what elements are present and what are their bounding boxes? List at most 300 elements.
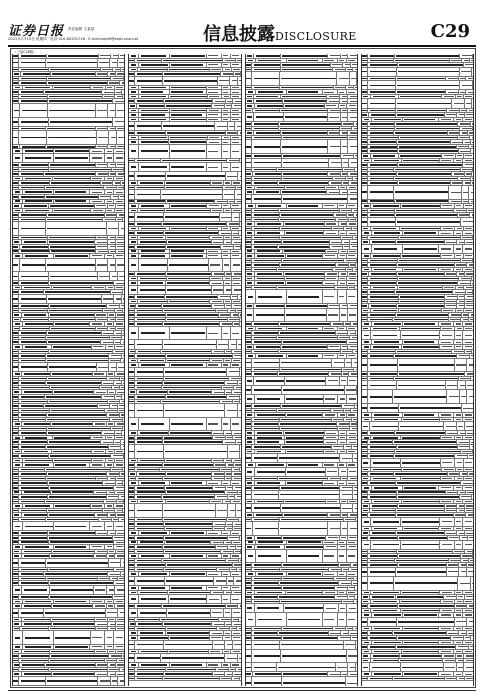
table-cell bbox=[362, 531, 370, 535]
table-cell bbox=[371, 204, 400, 208]
table-cell bbox=[473, 450, 474, 454]
table-cell bbox=[443, 659, 456, 663]
table-cell bbox=[49, 541, 114, 545]
table-cell bbox=[226, 559, 239, 563]
table-cell bbox=[351, 322, 357, 326]
table-cell bbox=[440, 159, 455, 163]
table-cell bbox=[368, 618, 397, 626]
table-cell bbox=[129, 350, 136, 354]
table-cell bbox=[342, 600, 355, 604]
table-cell bbox=[139, 363, 170, 367]
table-cell bbox=[252, 404, 281, 408]
table-cell bbox=[458, 122, 471, 126]
table-cell bbox=[255, 413, 286, 417]
table-cell bbox=[472, 99, 474, 107]
table-row bbox=[13, 259, 124, 273]
table-cell bbox=[94, 390, 107, 394]
table-cell bbox=[471, 377, 474, 381]
table-cell bbox=[221, 550, 234, 554]
table-cell bbox=[347, 354, 357, 358]
table-cell bbox=[163, 72, 221, 76]
table-cell bbox=[246, 95, 255, 99]
table-cell bbox=[278, 595, 335, 599]
table-cell bbox=[340, 377, 348, 385]
table-cell bbox=[23, 200, 54, 204]
table-cell bbox=[338, 327, 347, 331]
table-cell bbox=[252, 627, 282, 631]
table-cell bbox=[338, 613, 347, 626]
table-cell bbox=[256, 204, 287, 208]
table-cell bbox=[51, 618, 95, 622]
table-cell bbox=[129, 54, 139, 58]
table-cell bbox=[129, 390, 137, 394]
table-cell bbox=[394, 454, 455, 458]
table-cell bbox=[471, 177, 474, 181]
table-cell bbox=[22, 491, 51, 495]
table-cell bbox=[135, 131, 166, 135]
table-cell bbox=[323, 59, 338, 63]
table-cell bbox=[467, 390, 474, 403]
table-cell bbox=[231, 54, 241, 58]
table-row bbox=[129, 327, 240, 341]
table-cell bbox=[465, 300, 474, 304]
table-cell bbox=[207, 586, 222, 590]
table-cell bbox=[399, 300, 445, 304]
table-cell bbox=[277, 409, 331, 413]
table-cell bbox=[45, 195, 99, 199]
table-cell bbox=[398, 145, 457, 149]
table-cell bbox=[473, 54, 474, 58]
table-cell bbox=[254, 95, 281, 99]
table-cell bbox=[441, 227, 455, 231]
table-cell bbox=[121, 445, 125, 449]
table-cell bbox=[246, 431, 255, 435]
table-row bbox=[13, 586, 124, 595]
table-cell bbox=[330, 240, 343, 244]
table-cell bbox=[50, 409, 105, 413]
table-cell bbox=[48, 400, 108, 404]
table-cell bbox=[252, 218, 279, 222]
table-cell bbox=[22, 372, 51, 376]
table-cell bbox=[466, 381, 474, 389]
table-cell bbox=[90, 190, 105, 194]
table-cell bbox=[231, 313, 239, 317]
table-cell bbox=[224, 631, 232, 635]
table-cell bbox=[467, 631, 474, 635]
table-cell bbox=[362, 159, 372, 163]
table-cell bbox=[96, 531, 109, 535]
table-cell bbox=[340, 309, 348, 322]
table-cell bbox=[285, 377, 326, 385]
table-cell bbox=[19, 481, 48, 485]
table-cell bbox=[120, 668, 125, 672]
table-cell bbox=[468, 536, 474, 540]
table-cell bbox=[49, 68, 101, 72]
table-row bbox=[362, 618, 473, 627]
table-cell bbox=[19, 272, 49, 280]
table-cell bbox=[226, 99, 234, 103]
table-cell bbox=[347, 395, 357, 403]
table-cell bbox=[166, 272, 212, 276]
table-cell bbox=[464, 477, 473, 481]
table-cell bbox=[116, 313, 125, 317]
table-cell bbox=[129, 591, 138, 595]
table-cell bbox=[19, 99, 48, 103]
table-cell bbox=[108, 572, 121, 576]
table-cell bbox=[49, 318, 96, 322]
table-cell bbox=[341, 172, 349, 176]
table-cell bbox=[461, 218, 474, 226]
table-cell bbox=[19, 59, 46, 67]
table-cell bbox=[341, 109, 349, 113]
table-cell bbox=[442, 95, 456, 99]
table-cell bbox=[90, 522, 105, 530]
table-cell bbox=[163, 77, 217, 85]
table-cell bbox=[459, 90, 467, 94]
table-row bbox=[362, 331, 473, 340]
table-cell bbox=[400, 327, 441, 331]
table-cell bbox=[108, 531, 116, 535]
table-cell bbox=[19, 418, 46, 422]
table-cell bbox=[50, 554, 94, 558]
table-cell bbox=[136, 304, 162, 308]
table-cell bbox=[394, 186, 450, 199]
table-cell bbox=[163, 677, 219, 681]
table-cell bbox=[281, 345, 328, 349]
table-cell bbox=[45, 186, 104, 190]
table-cell bbox=[362, 245, 372, 253]
table-cell bbox=[13, 149, 23, 153]
table-cell bbox=[323, 327, 338, 331]
table-cell bbox=[368, 77, 396, 81]
table-cell bbox=[368, 354, 395, 358]
table-cell bbox=[402, 418, 440, 422]
table-cell bbox=[368, 136, 399, 140]
table-cell bbox=[13, 650, 22, 654]
table-cell bbox=[224, 459, 232, 463]
table-cell bbox=[19, 363, 48, 371]
table-cell bbox=[137, 390, 168, 394]
table-cell bbox=[19, 440, 48, 444]
table-cell bbox=[210, 636, 224, 640]
table-cell bbox=[362, 627, 372, 631]
table-cell bbox=[277, 286, 335, 290]
table-cell bbox=[165, 104, 212, 108]
table-cell bbox=[49, 118, 113, 126]
table-cell bbox=[114, 154, 124, 162]
table-cell bbox=[246, 550, 256, 563]
table-cell bbox=[129, 63, 139, 67]
table-cell bbox=[135, 213, 163, 221]
table-cell bbox=[118, 677, 125, 685]
table-cell bbox=[239, 618, 241, 622]
table-cell bbox=[22, 618, 51, 622]
table-cell bbox=[246, 672, 254, 676]
table-cell bbox=[19, 509, 47, 513]
table-cell bbox=[20, 145, 46, 149]
table-cell bbox=[371, 254, 401, 258]
table-cell bbox=[13, 422, 22, 426]
table-cell bbox=[455, 436, 464, 440]
table-cell bbox=[90, 154, 105, 162]
table-cell bbox=[338, 395, 347, 403]
table-cell bbox=[123, 95, 125, 99]
table-cell bbox=[226, 522, 234, 526]
table-cell bbox=[324, 450, 339, 454]
table-cell bbox=[122, 295, 126, 303]
table-cell bbox=[139, 254, 170, 258]
table-cell bbox=[108, 81, 121, 85]
table-cell bbox=[13, 372, 22, 376]
table-cell bbox=[48, 536, 113, 540]
table-cell bbox=[19, 468, 45, 472]
table-cell bbox=[439, 245, 454, 253]
table-cell bbox=[212, 286, 225, 294]
table-cell bbox=[120, 472, 126, 476]
table-cell bbox=[445, 113, 458, 117]
table-cell bbox=[464, 63, 474, 67]
table-cell bbox=[324, 436, 338, 440]
table-cell bbox=[117, 131, 125, 144]
table-cell bbox=[165, 459, 211, 463]
table-cell bbox=[460, 472, 468, 476]
table-cell bbox=[225, 104, 233, 108]
table-cell bbox=[252, 454, 278, 462]
table-cell bbox=[396, 568, 447, 576]
table-cell bbox=[461, 481, 474, 485]
table-cell bbox=[362, 322, 372, 326]
table-cell bbox=[285, 186, 325, 190]
table-cell bbox=[116, 627, 125, 631]
table-cell bbox=[455, 345, 464, 349]
table-cell bbox=[287, 572, 323, 576]
table-cell bbox=[246, 131, 255, 135]
table-cell bbox=[240, 677, 242, 681]
table-cell bbox=[362, 650, 372, 654]
table-cell bbox=[356, 641, 357, 649]
table-cell bbox=[207, 145, 222, 158]
table-cell bbox=[277, 268, 333, 272]
table-cell bbox=[212, 240, 225, 244]
table-cell bbox=[108, 72, 116, 76]
table-cell bbox=[252, 68, 282, 72]
table-cell bbox=[464, 227, 473, 231]
table-cell bbox=[246, 109, 253, 113]
table-cell bbox=[463, 345, 473, 349]
table-cell bbox=[455, 459, 464, 467]
table-cell bbox=[108, 622, 116, 626]
table-cell bbox=[277, 336, 338, 340]
table-cell bbox=[162, 386, 222, 390]
table-cell bbox=[464, 659, 473, 663]
table-cell bbox=[115, 395, 123, 399]
table-cell bbox=[111, 677, 119, 685]
table-cell bbox=[108, 618, 116, 622]
table-row bbox=[362, 677, 473, 682]
table-cell bbox=[457, 595, 465, 599]
table-cell bbox=[13, 622, 22, 626]
table-cell bbox=[280, 600, 342, 604]
table-cell bbox=[347, 550, 357, 563]
table-cell bbox=[139, 554, 170, 558]
table-cell bbox=[448, 131, 461, 135]
table-cell bbox=[368, 359, 399, 372]
table-cell bbox=[255, 250, 283, 254]
table-cell bbox=[368, 54, 396, 58]
table-cell bbox=[240, 222, 242, 226]
table-cell bbox=[107, 372, 115, 376]
table-cell bbox=[19, 359, 46, 363]
table-cell bbox=[119, 195, 125, 199]
table-cell bbox=[129, 418, 139, 431]
table-cell bbox=[252, 322, 280, 326]
table-cell bbox=[347, 591, 357, 595]
table-cell bbox=[49, 163, 95, 167]
table-cell bbox=[212, 350, 225, 354]
table-cell bbox=[462, 200, 470, 204]
table-cell bbox=[469, 318, 474, 322]
table-cell bbox=[123, 427, 125, 431]
table-cell bbox=[440, 345, 455, 349]
table-cell bbox=[348, 672, 357, 676]
table-row bbox=[246, 395, 357, 404]
table-cell bbox=[170, 572, 206, 576]
table-cell bbox=[102, 431, 115, 435]
table-cell bbox=[222, 136, 231, 140]
table-cell bbox=[161, 159, 228, 163]
table-cell bbox=[439, 650, 454, 654]
table-cell bbox=[461, 559, 469, 563]
table-cell bbox=[19, 213, 47, 217]
table-cell bbox=[328, 131, 341, 135]
table-cell bbox=[246, 613, 256, 626]
table-cell bbox=[448, 536, 461, 540]
table-cell bbox=[368, 109, 397, 113]
table-cell bbox=[396, 595, 444, 599]
table-cell bbox=[98, 59, 111, 67]
table-cell bbox=[96, 327, 109, 331]
table-row bbox=[246, 195, 357, 204]
table-cell bbox=[52, 286, 92, 290]
table-cell bbox=[213, 527, 226, 531]
table-cell bbox=[129, 145, 139, 158]
table-row bbox=[13, 559, 124, 568]
table-cell bbox=[323, 290, 338, 303]
table-cell bbox=[231, 586, 241, 590]
table-cell bbox=[13, 209, 23, 213]
table-cell bbox=[252, 268, 277, 272]
table-cell bbox=[335, 595, 348, 599]
table-cell bbox=[166, 318, 228, 322]
table-cell bbox=[229, 340, 237, 348]
table-cell bbox=[255, 500, 284, 504]
table-cell bbox=[323, 204, 338, 208]
table-cell bbox=[108, 127, 116, 131]
table-cell bbox=[232, 104, 241, 108]
table-cell bbox=[111, 54, 119, 58]
table-cell bbox=[52, 622, 95, 626]
table-cell bbox=[170, 250, 206, 254]
table-cell bbox=[228, 495, 236, 499]
table-cell bbox=[368, 68, 398, 76]
table-cell bbox=[91, 504, 106, 508]
table-cell bbox=[282, 259, 345, 263]
table-row bbox=[13, 631, 124, 645]
table-cell bbox=[371, 654, 400, 658]
table-cell bbox=[118, 404, 125, 408]
table-cell bbox=[463, 163, 474, 167]
table-cell bbox=[368, 209, 395, 213]
table-cell bbox=[231, 113, 241, 117]
table-cell bbox=[222, 386, 235, 390]
table-cell bbox=[368, 481, 396, 485]
table-cell bbox=[224, 609, 232, 617]
table-cell bbox=[281, 54, 328, 58]
table-cell bbox=[454, 641, 463, 645]
table-cell bbox=[115, 286, 124, 290]
table-cell bbox=[54, 190, 90, 194]
table-cell bbox=[465, 677, 474, 681]
table-cell bbox=[109, 172, 117, 176]
table-cell bbox=[439, 268, 454, 272]
table-cell bbox=[170, 90, 206, 94]
table-cell bbox=[348, 595, 356, 599]
table-cell bbox=[280, 86, 334, 90]
table-cell bbox=[368, 568, 396, 576]
table-cell bbox=[341, 504, 354, 512]
table-cell bbox=[227, 159, 240, 163]
table-cell bbox=[161, 400, 220, 404]
table-cell bbox=[114, 541, 125, 545]
table-cell bbox=[467, 568, 474, 576]
table-cell bbox=[226, 131, 239, 135]
table-cell bbox=[135, 159, 160, 163]
table-cell bbox=[372, 268, 403, 272]
table-cell bbox=[207, 113, 222, 117]
table-row bbox=[13, 222, 124, 236]
table-cell bbox=[279, 322, 331, 326]
table-cell bbox=[368, 577, 395, 590]
table-cell bbox=[368, 404, 399, 412]
table-cell bbox=[54, 254, 90, 258]
table-cell bbox=[13, 663, 20, 667]
table-cell bbox=[101, 340, 114, 344]
table-cell bbox=[471, 140, 474, 144]
table-cell bbox=[341, 154, 354, 158]
table-cell bbox=[339, 250, 347, 254]
table-cell bbox=[238, 77, 242, 85]
table-cell bbox=[231, 531, 241, 535]
table-cell bbox=[19, 340, 47, 344]
table-cell bbox=[458, 491, 466, 495]
table-cell bbox=[465, 504, 474, 508]
table-cell bbox=[368, 381, 397, 389]
table-row bbox=[362, 186, 473, 200]
table-cell bbox=[135, 200, 165, 204]
table-cell bbox=[46, 222, 106, 235]
table-row bbox=[129, 190, 240, 199]
table-cell bbox=[246, 113, 255, 121]
table-cell bbox=[397, 445, 457, 449]
table-cell bbox=[224, 281, 232, 285]
table-cell bbox=[357, 259, 358, 263]
table-cell bbox=[170, 363, 206, 367]
table-cell bbox=[355, 595, 357, 599]
table-cell bbox=[278, 477, 328, 481]
table-cell bbox=[170, 163, 206, 171]
table-cell bbox=[279, 218, 337, 222]
table-cell bbox=[252, 677, 283, 686]
